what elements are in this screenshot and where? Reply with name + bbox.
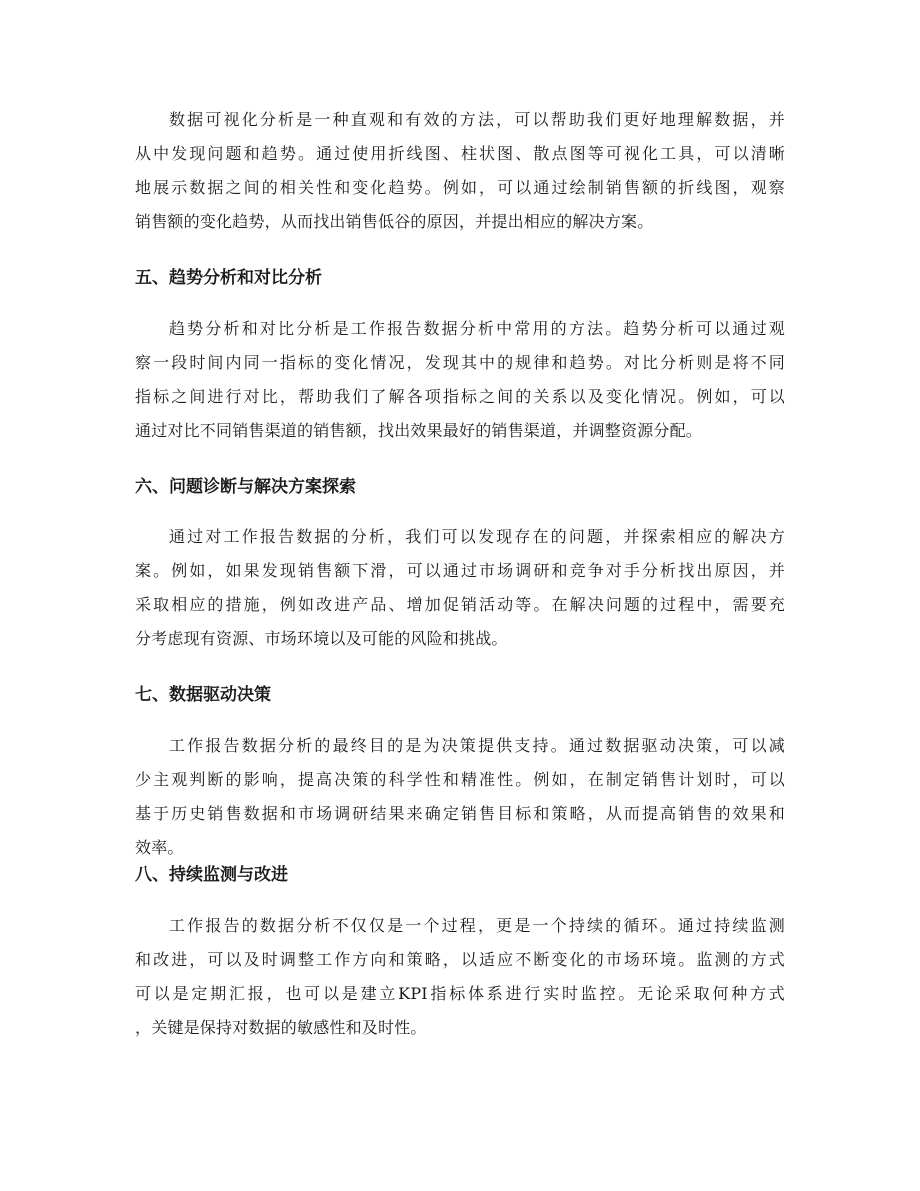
paragraph-line: 从中发现问题和趋势。通过使用折线图、柱状图、散点图等可视化工具，可以清晰 bbox=[135, 144, 785, 163]
paragraph-line: 和改进，可以及时调整工作方向和策略，以适应不断变化的市场环境。监测的方式 bbox=[135, 950, 785, 969]
section-paragraph-5 bbox=[135, 312, 785, 448]
section-heading-7: 七、数据驱动决策 bbox=[135, 685, 271, 705]
paragraph-line: 数据可视化分析是一种直观和有效的方法，可以帮助我们更好地理解数据，并 bbox=[169, 110, 785, 129]
paragraph-line: 基于历史销售数据和市场调研结果来确定销售目标和策略，从而提高销售的效果和 bbox=[135, 804, 785, 823]
paragraph-line: 通过对工作报告数据的分析，我们可以发现存在的问题，并探索相应的解决方 bbox=[169, 527, 785, 546]
paragraph-line: 销售额的变化趋势，从而找出销售低谷的原因，并提出相应的解决方案。 bbox=[135, 212, 654, 231]
paragraph-line: 工作报告数据分析的最终目的是为决策提供支持。通过数据驱动决策，可以减 bbox=[169, 736, 785, 755]
paragraph-line: 察一段时间内同一指标的变化情况，发现其中的规律和趋势。对比分析则是将不同 bbox=[135, 353, 785, 372]
section-paragraph-6 bbox=[135, 520, 785, 656]
section-heading-5: 五、趋势分析和对比分析 bbox=[135, 268, 322, 288]
section-paragraph-7 bbox=[135, 729, 785, 865]
intro-paragraph bbox=[135, 103, 785, 239]
paragraph-line: 少主观判断的影响，提高决策的科学性和精准性。例如，在制定销售计划时，可以 bbox=[135, 770, 785, 789]
paragraph-line: 可以是定期汇报，也可以是建立KPI指标体系进行实时监控。无论采取何种方式 bbox=[135, 984, 785, 1003]
paragraph-line: 案。例如，如果发现销售额下滑，可以通过市场调研和竞争对手分析找出原因，并 bbox=[135, 561, 785, 580]
paragraph-line: 效率。 bbox=[135, 838, 184, 857]
paragraph-line: ，关键是保持对数据的敏感性和及时性。 bbox=[135, 1018, 427, 1037]
section-heading-8: 八、持续监测与改进 bbox=[135, 865, 288, 885]
section-paragraph-8 bbox=[135, 909, 785, 1045]
paragraph-line: 趋势分析和对比分析是工作报告数据分析中常用的方法。趋势分析可以通过观 bbox=[169, 319, 785, 338]
paragraph-line: 地展示数据之间的相关性和变化趋势。例如，可以通过绘制销售额的折线图，观察 bbox=[135, 178, 785, 197]
paragraph-line: 分考虑现有资源、市场环境以及可能的风险和挑战。 bbox=[135, 629, 508, 648]
paragraph-line: 通过对比不同销售渠道的销售额，找出效果最好的销售渠道，并调整资源分配。 bbox=[135, 421, 703, 440]
paragraph-line: 指标之间进行对比，帮助我们了解各项指标之间的关系以及变化情况。例如，可以 bbox=[135, 387, 785, 406]
paragraph-line: 采取相应的措施，例如改进产品、增加促销活动等。在解决问题的过程中，需要充 bbox=[135, 595, 785, 614]
paragraph-line: 工作报告的数据分析不仅仅是一个过程，更是一个持续的循环。通过持续监测 bbox=[169, 916, 785, 935]
section-heading-6: 六、问题诊断与解决方案探索 bbox=[135, 477, 356, 497]
